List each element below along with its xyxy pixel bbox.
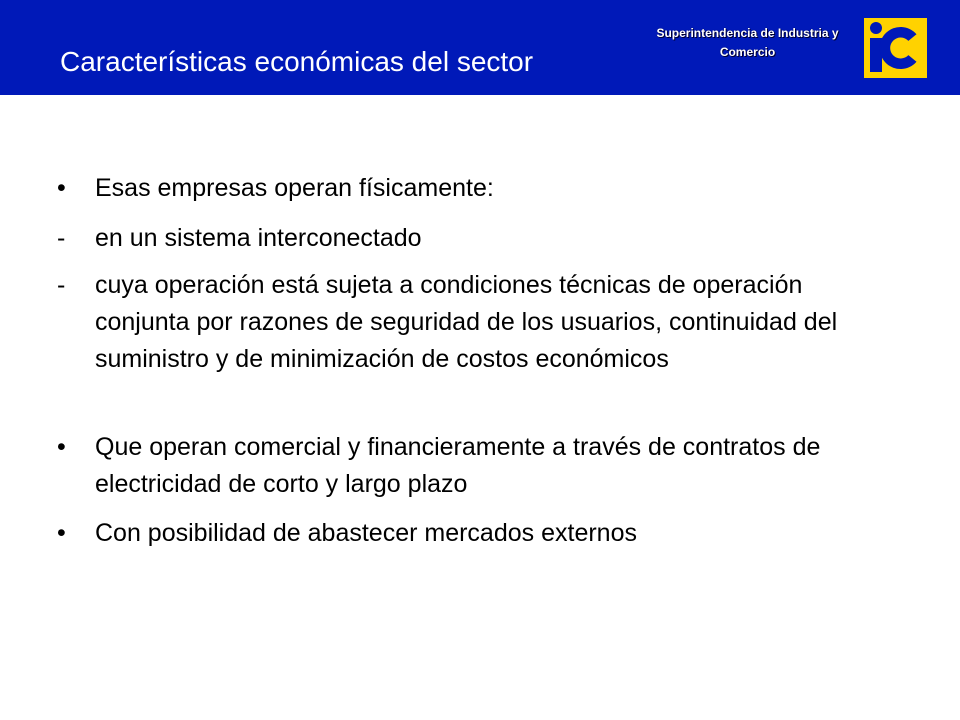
dash-marker: - [57, 271, 66, 299]
slide-title: Características económicas del sector [60, 46, 534, 77]
bullet-text: Esas empresas operan físicamente: [95, 174, 494, 202]
dash-item [57, 220, 877, 257]
bullet-marker: • [57, 519, 66, 547]
bullet-item [57, 170, 877, 207]
slide-header [0, 0, 960, 95]
bullet-text: Con posibilidad de abastecer mercados externos [95, 519, 637, 547]
bullet-item [57, 429, 877, 503]
sic-logo-icon [864, 18, 927, 78]
organization-name-line-1: Superintendencia de Industria y [656, 26, 839, 40]
dash-text: cuya operación está sujeta a condiciones técnicas de operación conjunta por razones de seguridad de los usuarios, continuidad del suministro y de minimización de costos económicos [95, 271, 838, 373]
bullet-marker: • [57, 433, 66, 461]
bullet-text: Que operan comercial y financieramente a través de contratos de electricidad de corto y largo plazo [95, 433, 821, 498]
bullet-item [57, 515, 877, 552]
bullet-marker: • [57, 174, 66, 202]
dash-marker: - [57, 224, 66, 252]
dash-text: en un sistema interconectado [95, 224, 422, 252]
organization-name [640, 24, 855, 62]
organization-name-line-2: Comercio [719, 45, 776, 59]
dash-item [57, 267, 877, 378]
